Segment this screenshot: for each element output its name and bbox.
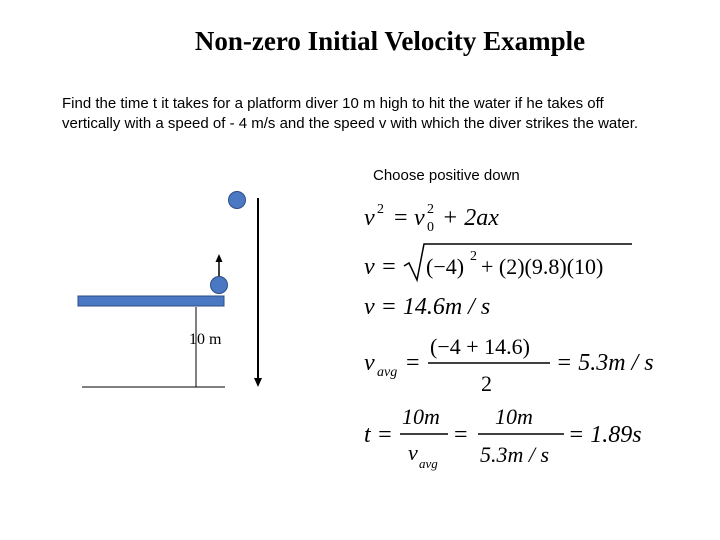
eq5-denominator-1-sub: avg (419, 456, 438, 471)
arrow-head-down-icon (254, 378, 262, 387)
eq1-rest: + 2ax (442, 205, 499, 231)
eq2-rest: + (2)(9.8)(10) (481, 254, 604, 279)
eq2-radicand: (−4) (426, 254, 465, 279)
equation-kinematic (362, 199, 562, 235)
eq4-numerator: (−4 + 14.6) (430, 334, 530, 359)
eq4-sub: avg (377, 365, 398, 380)
eq1-v0-sub: 0 (427, 220, 434, 235)
eq5-denominator-2: 5.3m / s (480, 442, 550, 467)
eq5-equals: = (454, 422, 468, 448)
eq1-lhs-exp: 2 (377, 202, 384, 217)
equation-time (362, 400, 662, 476)
problem-statement: Find the time t it takes for a platform diver 10 m high to hit the water if he takes off vertically with a speed of - 4 m/s and the speed v with which the diver strikes the water. (62, 95, 639, 132)
eq5-numerator-2: 10m (495, 404, 533, 429)
equation-speed-result (362, 290, 562, 322)
eq5-numerator-1: 10m (402, 404, 440, 429)
eq5-denominator-1: v (408, 440, 418, 465)
eq3-text: v = 14.6m / s (364, 294, 491, 320)
diver-ball-start (211, 277, 228, 294)
height-label: 10 m (189, 331, 222, 348)
platform (78, 296, 224, 306)
eq2-lhs: v = (364, 254, 397, 280)
eq2-exp: 2 (470, 249, 477, 264)
eq4-rhs: = 5.3m / s (556, 350, 654, 376)
diver-ball-peak (229, 192, 246, 209)
sign-convention-note: Choose positive down (373, 167, 520, 184)
eq4-equals: = (406, 350, 420, 376)
eq1-equals: = (394, 205, 408, 231)
eq5-lhs: t = (364, 422, 393, 448)
eq4-lhs: v (364, 350, 375, 376)
eq1-v0-exp: 2 (427, 202, 434, 217)
equation-speed-root (362, 240, 642, 284)
arrow-head-up-icon (216, 254, 223, 262)
slide-title: Non-zero Initial Velocity Example (194, 26, 586, 56)
eq1-v0: v (414, 205, 425, 231)
eq1-lhs: v (364, 205, 375, 231)
eq5-rhs: = 1.89s (568, 422, 642, 448)
eq4-denominator: 2 (481, 371, 492, 396)
equation-average-velocity (362, 330, 672, 400)
